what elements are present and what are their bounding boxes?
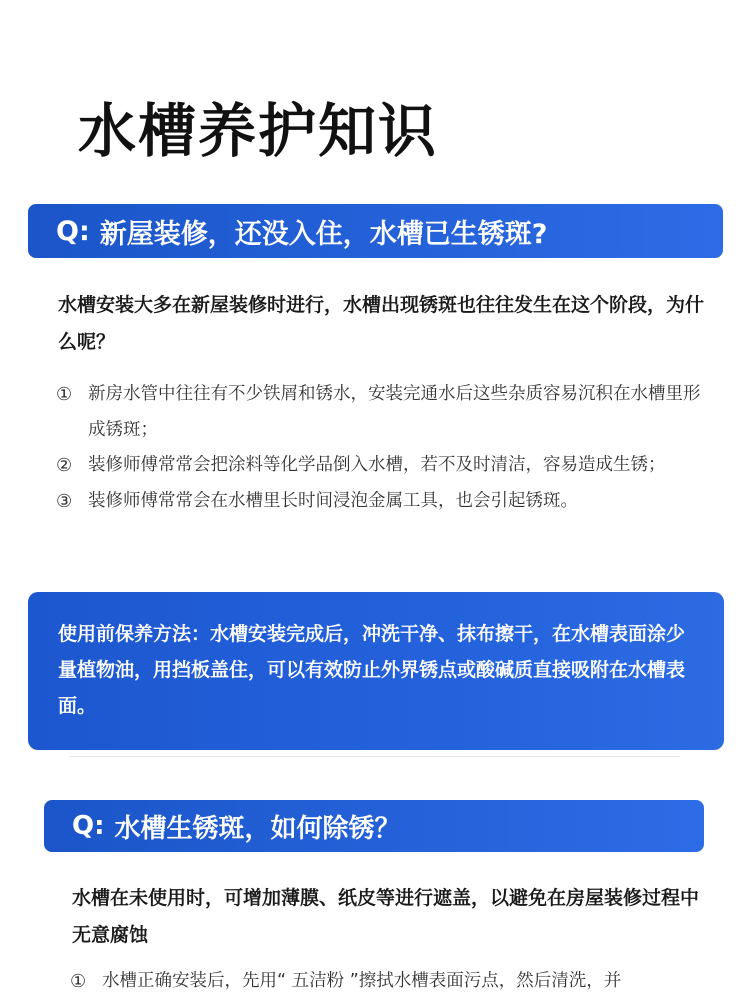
circled-number-2: ② bbox=[56, 455, 73, 476]
solution-list bbox=[70, 964, 704, 1000]
section-intro: 水槽在未使用时，可增加薄膜、纸皮等进行遮盖，以避免在房屋装修过程中无意腐蚀 bbox=[72, 887, 700, 946]
question-text: 新屋装修，还没入住，水槽已生锈斑? bbox=[99, 218, 548, 250]
list-item bbox=[70, 964, 704, 1000]
list-item bbox=[56, 448, 704, 484]
list-item-text: 新房水管中往往有不少铁屑和锈水，安装完通水后这些杂质容易沉积在水槽里形成锈斑； bbox=[88, 384, 701, 440]
circled-number-1: ① bbox=[70, 971, 87, 992]
tip-text: 使用前保养方法：水槽安装完成后，冲洗干净、抹布擦干，在水槽表面涂少量植物油，用挡板盖住，可以有效防止外界锈点或酸碱质直接吸附在水槽表面。 bbox=[58, 623, 686, 717]
list-item-text: 装修师傅常常会把涂料等化学品倒入水槽，若不及时清洁，容易造成生锈； bbox=[88, 455, 666, 475]
question-banner-2 bbox=[44, 800, 704, 852]
circled-number-1: ① bbox=[56, 384, 73, 405]
question-prefix: Q: bbox=[56, 215, 90, 247]
list-item bbox=[56, 377, 704, 448]
question-prefix: Q: bbox=[72, 811, 105, 841]
list-item-text: 装修师傅常常会在水槽里长时间浸泡金属工具，也会引起锈斑。 bbox=[88, 490, 578, 511]
section-intro: 水槽安装大多在新屋装修时进行，水槽出现锈斑也往往发生在这个阶段，为什么呢？ bbox=[58, 294, 705, 353]
divider bbox=[70, 756, 680, 757]
question-text: 水槽生锈斑，如何除锈？ bbox=[114, 813, 401, 844]
list-item bbox=[56, 484, 704, 520]
question-banner-1 bbox=[28, 204, 723, 258]
list-item-text: 水槽正确安装后，先用“ 五洁粉 ”擦拭水槽表面污点，然后清洗，并 bbox=[102, 971, 622, 991]
maintenance-tip-card bbox=[28, 592, 724, 750]
page-title: 水槽养护知识 bbox=[78, 97, 439, 165]
cause-list bbox=[56, 377, 704, 519]
circled-number-3: ③ bbox=[56, 490, 73, 512]
